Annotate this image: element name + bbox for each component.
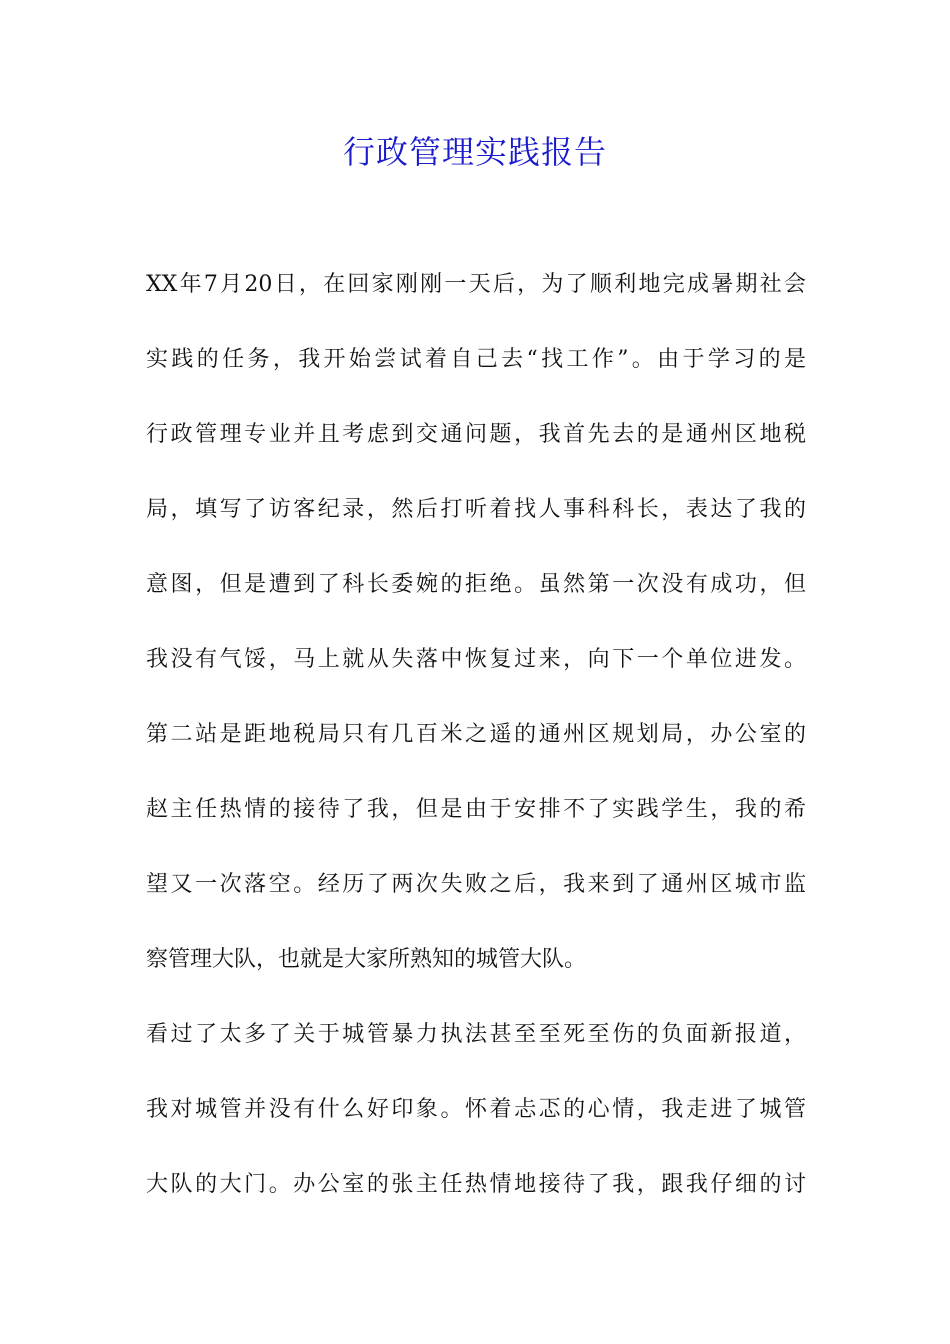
body-line-8: 赵主任热情的接待了我，但是由于安排不了实践学生，我的希 bbox=[146, 797, 806, 822]
body-line-12: 我对城管并没有什么好印象。怀着忐忑的心情，我走进了城管 bbox=[146, 1097, 806, 1122]
body-line-13: 大队的大门。办公室的张主任热情地接待了我，跟我仔细的讨 bbox=[146, 1172, 806, 1197]
body-line-3: 行政管理专业并且考虑到交通问题，我首先去的是通州区地税 bbox=[146, 422, 806, 447]
body-line-7: 第二站是距地税局只有几百米之遥的通州区规划局，办公室的 bbox=[146, 722, 806, 747]
document-title: 行政管理实践报告 bbox=[342, 133, 607, 171]
body-line-2: 实践的任务，我开始尝试着自己去“找工作”。由于学习的是 bbox=[146, 347, 806, 372]
body-line-10: 察管理大队，也就是大家所熟知的城管大队。 bbox=[146, 947, 587, 972]
body-line-1: XX年7月20日，在回家刚刚一天后，为了顺利地完成暑期社会 bbox=[146, 272, 806, 297]
body-line-5: 意图，但是遭到了科长委婉的拒绝。虽然第一次没有成功，但 bbox=[146, 572, 806, 597]
body-line-6: 我没有气馁，马上就从失落中恢复过来，向下一个单位进发。 bbox=[146, 647, 806, 672]
body-line-9: 望又一次落空。经历了两次失败之后，我来到了通州区城市监 bbox=[146, 872, 806, 897]
body-line-4: 局，填写了访客纪录，然后打听着找人事科科长，表达了我的 bbox=[146, 497, 806, 522]
body-line-11: 看过了太多了关于城管暴力执法甚至至死至伤的负面新报道， bbox=[146, 1022, 806, 1047]
